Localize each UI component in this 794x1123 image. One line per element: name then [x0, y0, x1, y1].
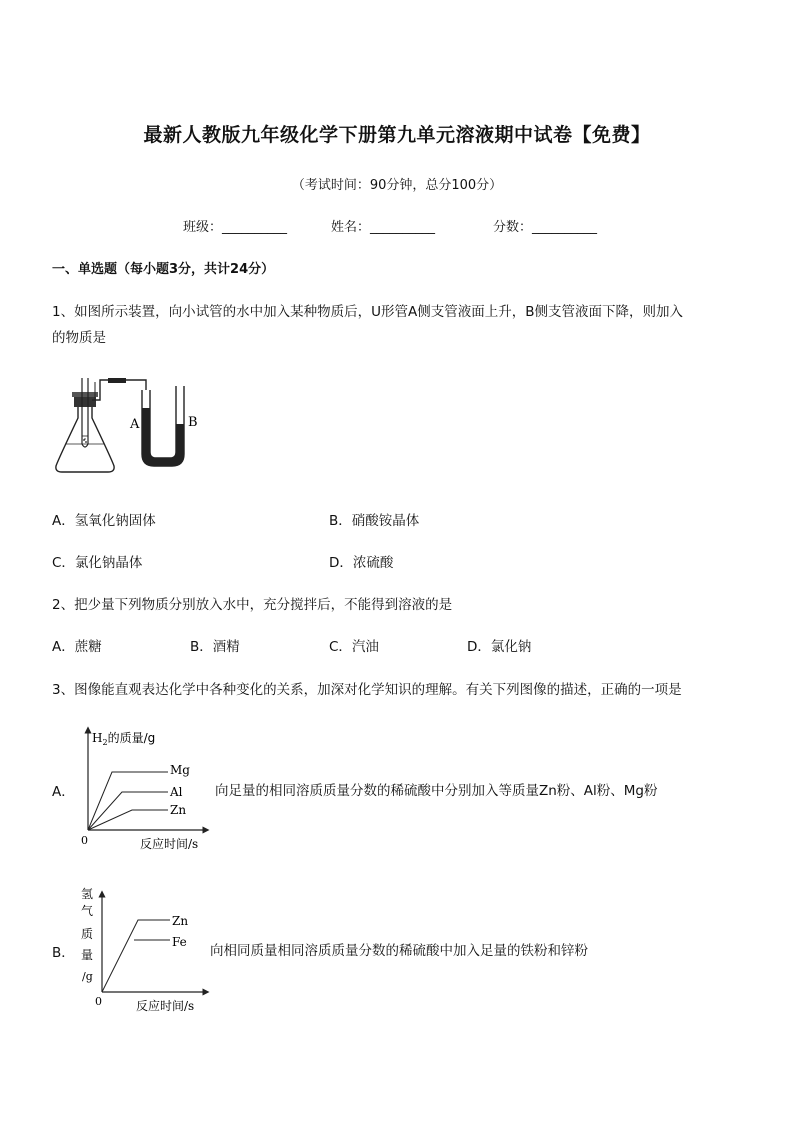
q3-text: 3、图像能直观表达化学中各种变化的关系，加深对化学知识的理解。有关下列图像的描述，正确的一项是 — [52, 682, 682, 698]
u-tube-liquid — [142, 408, 184, 466]
option-letter: C． — [52, 555, 75, 571]
x-axis-label: 反应时间/s — [136, 999, 195, 1013]
name-field — [331, 216, 435, 235]
option-letter: B． — [329, 513, 352, 529]
q3-option-a-letter[interactable]: A． — [52, 784, 75, 800]
y-label-char-4: 量 — [81, 948, 94, 962]
option-letter: A． — [52, 513, 75, 529]
q2-option-c[interactable] — [329, 635, 379, 655]
q1-text-line1: 1、如图所示装置，向小试管的水中加入某种物质后，U形管A侧支管液面上升，B侧支管液面下降，则加入 — [52, 304, 683, 320]
option-text: 浓硫酸 — [352, 555, 394, 571]
label-b: B — [188, 415, 198, 430]
score-field — [493, 216, 597, 235]
option-text: 氢氧化钠固体 — [74, 513, 156, 529]
name-blank[interactable]: __________ — [370, 220, 436, 235]
option-text: 蔗糖 — [74, 639, 102, 655]
q1-option-a[interactable] — [52, 509, 156, 529]
class-label: 班级： — [183, 220, 223, 235]
q2-text: 2、把少量下列物质分别放入水中，充分搅拌后，不能得到溶液的是 — [52, 597, 453, 613]
option-letter: D． — [467, 639, 491, 655]
q3-option-a-description: 向足量的相同溶质质量分数的稀硫酸中分别加入等质量Zn粉、Al粉、Mg粉 — [215, 783, 658, 799]
option-text: 氯化钠 — [490, 639, 532, 655]
option-text: 氯化钠晶体 — [74, 555, 143, 571]
section-heading: 一、单选题（每小题3分，共计24分） — [52, 262, 275, 277]
small-test-tube — [82, 378, 88, 447]
q2-option-b[interactable] — [190, 635, 240, 655]
class-field — [183, 216, 287, 235]
series-zn-line — [88, 810, 168, 830]
option-text: 汽油 — [351, 639, 379, 655]
flask-stopper — [74, 396, 96, 407]
q3-option-b-letter[interactable]: B． — [52, 945, 75, 961]
y-label-char-5: /g — [82, 970, 93, 983]
q3-option-b-chart — [74, 884, 210, 1016]
exam-subtitle: （考试时间：90分钟，总分100分） — [291, 178, 503, 193]
q1-text-line2: 的物质是 — [52, 330, 106, 346]
option-letter: B． — [190, 639, 213, 655]
y-axis-label: $H_2$的质量/g — [92, 731, 156, 747]
y-label-char-2: 气 — [81, 904, 94, 918]
option-letter: D． — [329, 555, 353, 571]
page-title: 最新人教版九年级化学下册第九单元溶液期中试卷【免费】 — [143, 124, 651, 146]
q2-option-d[interactable] — [467, 635, 531, 655]
option-letter: A． — [52, 639, 75, 655]
series-mg-label: Mg — [170, 763, 190, 777]
q1-apparatus-figure — [50, 368, 210, 480]
name-label: 姓名： — [331, 220, 371, 235]
x-axis-label: 反应时间/s — [140, 837, 199, 851]
score-label: 分数： — [493, 220, 533, 235]
q1-option-c[interactable] — [52, 551, 142, 571]
score-blank[interactable]: __________ — [532, 220, 598, 235]
stopper-top — [72, 392, 98, 397]
rubber-joint — [108, 378, 126, 383]
series-zn-label: Zn — [172, 914, 189, 928]
q1-option-d[interactable] — [329, 551, 393, 571]
origin-label: 0 — [95, 995, 102, 1008]
series-zn-line — [102, 920, 170, 992]
series-al-label: Al — [170, 785, 183, 799]
class-blank[interactable]: __________ — [222, 220, 288, 235]
y-label-char-3: 质 — [81, 927, 94, 941]
series-mg-line — [88, 772, 168, 830]
u-tube-inner — [150, 386, 176, 458]
q1-option-b[interactable] — [329, 509, 419, 529]
label-a: A — [130, 417, 140, 432]
option-text: 硝酸铵晶体 — [351, 513, 420, 529]
option-letter: C． — [329, 639, 352, 655]
origin-label: 0 — [81, 834, 88, 847]
q2-option-a[interactable] — [52, 635, 102, 655]
series-zn-label: Zn — [170, 803, 187, 817]
q3-option-b-description: 向相同质量相同溶质质量分数的稀硫酸中加入足量的铁粉和锌粉 — [210, 943, 588, 959]
q3-option-a-chart — [74, 722, 214, 854]
series-fe-label: Fe — [172, 935, 187, 949]
option-text: 酒精 — [212, 639, 240, 655]
y-label-char-1: 氢 — [81, 887, 94, 901]
